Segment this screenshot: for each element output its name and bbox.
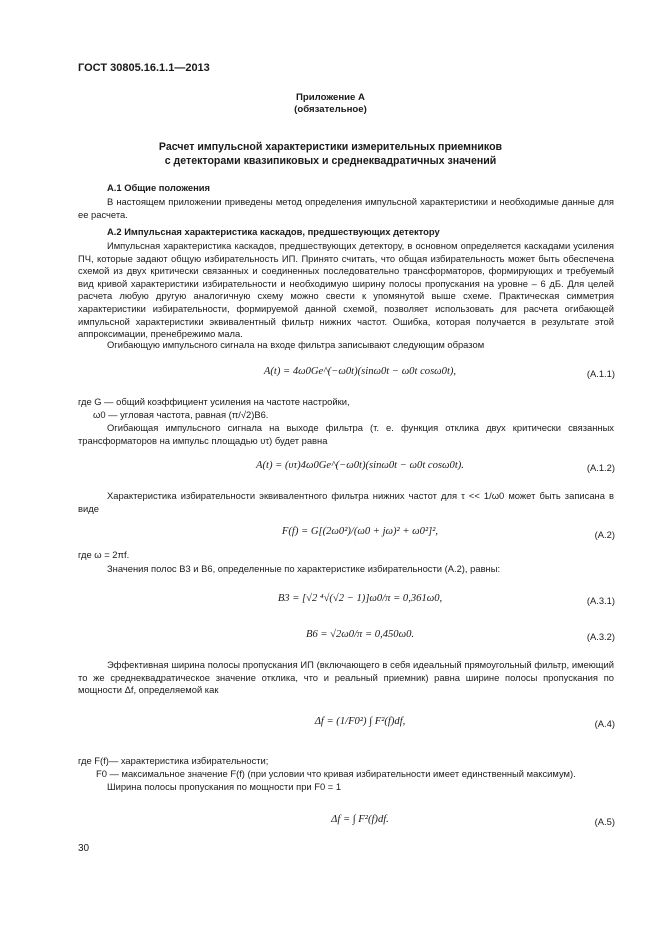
section-a2-heading: А.2 Импульсная характеристика каскадов, предшествующих детектору <box>107 226 440 237</box>
formula-a31: B3 = [√2 ⁴√(√2 − 1)]ω0/π = 0,361ω0, <box>277 593 443 604</box>
paragraph-1 <box>78 196 614 221</box>
where-omega: ω0 — угловая частота, равная (π/√2)B6. <box>93 409 269 420</box>
formula-number-a11: (А.1.1) <box>586 368 615 379</box>
page-number: 30 <box>78 843 90 854</box>
where-g: где G — общий коэффициент усиления на частоте настройки, <box>78 396 350 407</box>
paragraph-2 <box>78 240 614 341</box>
formula-a12: A(t) = (υτ)4ω0Ge^(−ω0t)(sinω0t − ω0t cosω0t). <box>256 460 464 471</box>
paragraph-3 <box>78 339 614 352</box>
appendix-subtitle: (обязательное) <box>294 104 367 115</box>
formula-a5: Δf = ∫ F²(f)df. <box>331 814 389 825</box>
formula-number-a31: (А.3.1) <box>586 595 615 606</box>
document-header: ГОСТ 30805.16.1.1—2013 <box>78 62 210 74</box>
where-ff: где F(f)— характеристика избирательности; <box>78 755 269 766</box>
formula-number-a2: (А.2) <box>594 529 615 540</box>
paragraph-6: Значения полос B3 и B6, определенные по характеристике избирательности (А.2), равны: <box>107 563 501 574</box>
formula-number-a5: (А.5) <box>594 816 615 827</box>
main-title-line-1: Расчет импульсной характеристики измерительных приемников <box>158 141 503 153</box>
paragraph-4-text: Огибающая импульсного сигнала на выходе фильтра (т. е. функция отклика двух критически связанных трансформаторов на импульс площадью υτ) будет равна <box>78 422 614 446</box>
paragraph-8: Ширина полосы пропускания по мощности при F0 = 1 <box>107 781 342 792</box>
formula-a11: A(t) = 4ω0Ge^(−ω0t)(sinω0t − ω0t cosω0t), <box>263 366 457 377</box>
formula-number-a4: (А.4) <box>594 718 615 729</box>
paragraph-1-text: В настоящем приложении приведены метод определения импульсной характеристики и необходимые данные для ее расчета. <box>78 196 614 220</box>
main-title-line-2: с детекторами квазипиковых и среднеквадратичных значений <box>164 155 497 167</box>
formula-a2: F(f) = G[(2ω0²)/(ω0 + jω)² + ω0²]², <box>281 526 439 537</box>
where-omega-2pif: где ω = 2πf. <box>78 549 130 560</box>
paragraph-7 <box>78 659 614 697</box>
paragraph-5-text: Характеристика избирательности эквивалентного фильтра нижних частот для τ << 1/ω0 может быть записана в виде <box>78 490 614 514</box>
section-a1-heading: А.1 Общие положения <box>107 182 210 193</box>
formula-number-a12: (А.1.2) <box>586 462 615 473</box>
where-f0: F0 — максимальное значение F(f) (при условии что кривая избирательности имеет единственный максимум). <box>96 768 576 779</box>
paragraph-4 <box>78 422 614 447</box>
formula-a32: B6 = √2ω0/π = 0,450ω0. <box>305 629 415 640</box>
paragraph-3-text: Огибающую импульсного сигнала на входе фильтра записывают следующим образом <box>107 339 485 350</box>
formula-number-a32: (А.3.2) <box>586 631 615 642</box>
formula-a4: Δf = (1/F0²) ∫ F²(f)df, <box>314 716 406 727</box>
paragraph-7-text: Эффективная ширина полосы пропускания ИП (включающего в себя идеальный прямоугольный фильтр, имеющий то же среднеквадратическое значение отклика, что и реальный приемник) равна ширине полосы пропускания по мощности Δf, определяемой как <box>78 659 614 696</box>
paragraph-5 <box>78 490 614 515</box>
main-title <box>0 140 661 168</box>
appendix-title: Приложение А <box>296 92 365 103</box>
paragraph-2-text: Импульсная характеристика каскадов, предшествующих детектору, в основном определяется каскадами усиления ПЧ, которые задают общую избирательность ИП. Принято считать, что общая избирательность может быть обеспечена схемой из двух критически связанных и соединенных последовательно трансформаторов, формирующих и требуемый вид кривой характеристики избирательности и необходимую ширину полосы пропускания на уровне – 6 дБ. Для целей расчета любую другую аналогичную схему можно свести к упомянутой выше схеме. Практическая симметрия характеристики избирательности, формируемой данной схемой, позволяет использовать для расчета огибающей импульсной характеристики эквивалентный фильтр нижних частот. Ошибка, которая получается в результате этой аппроксимации, пренебрежимо мала. <box>78 240 614 340</box>
